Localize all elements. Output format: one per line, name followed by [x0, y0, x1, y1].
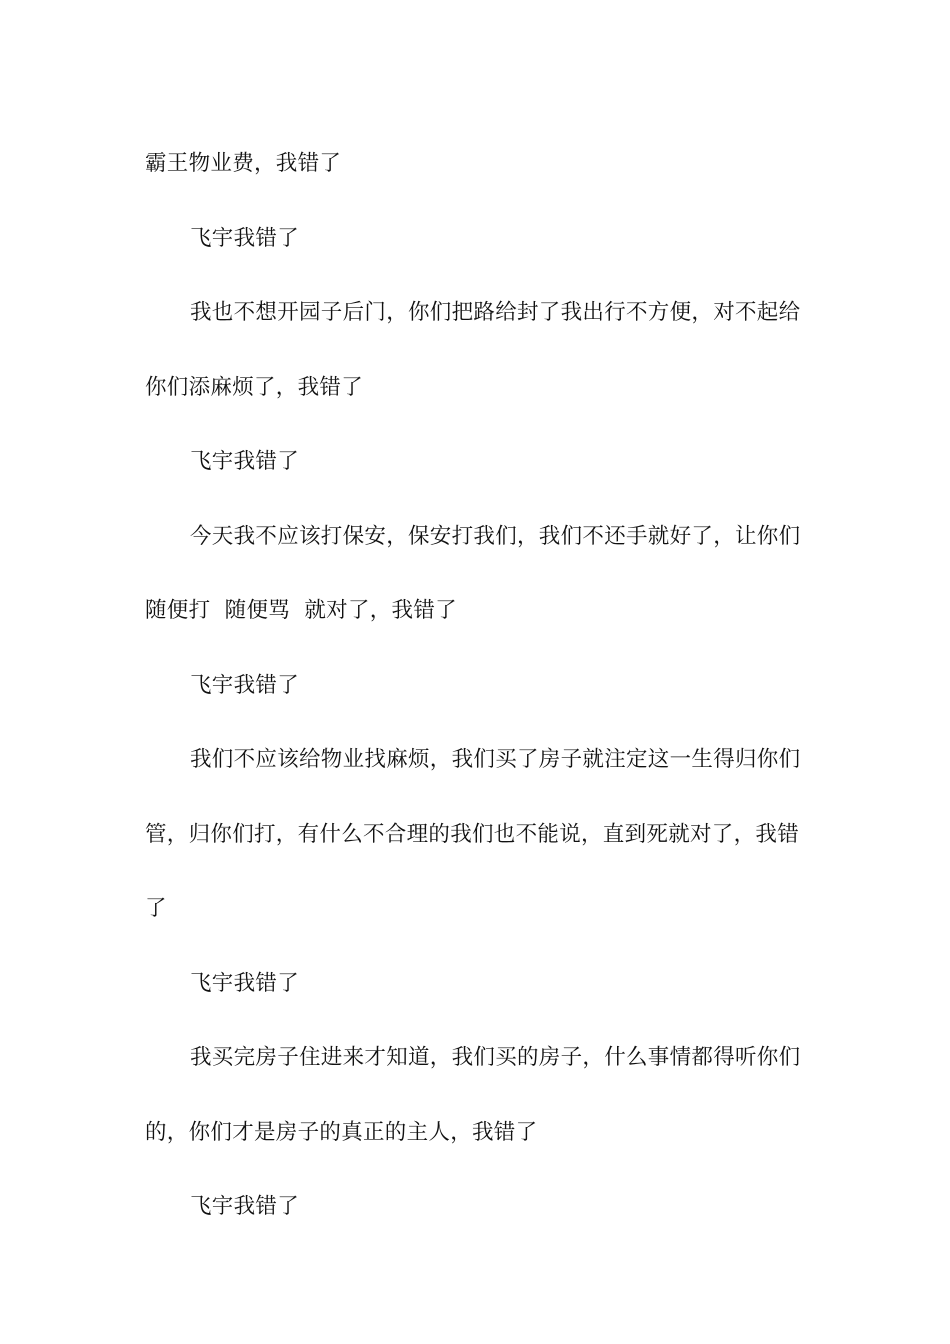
paragraph-6: 飞宇我错了 [190, 672, 300, 698]
paragraph-8: 飞宇我错了 [190, 970, 300, 996]
document-body [145, 127, 810, 1245]
paragraph-10: 飞宇我错了 [190, 1194, 300, 1219]
paragraph-9: 我买完房子住进来才知道，我们买的房子，什么事情都得听你们的，你们才是房子的真正的主人，我错了 [145, 1045, 801, 1145]
paragraph-5: 今天我不应该打保安，保安打我们，我们不还手就好了，让你们随便打 随便骂 就对了，我错了 [145, 523, 801, 623]
paragraph-1: 霸王物业费，我错了 [145, 151, 342, 176]
paragraph-4: 飞宇我错了 [190, 449, 300, 474]
paragraph-7: 我们不应该给物业找麻烦，我们买了房子就注定这一生得归你们管，归你们打，有什么不合理的我们也不能说，直到死就对了，我错了 [145, 747, 801, 921]
paragraph-2: 飞宇我错了 [190, 225, 300, 251]
paragraph-3: 我也不想开园子后门，你们把路给封了我出行不方便，对不起给你们添麻烦了，我错了 [145, 300, 801, 400]
